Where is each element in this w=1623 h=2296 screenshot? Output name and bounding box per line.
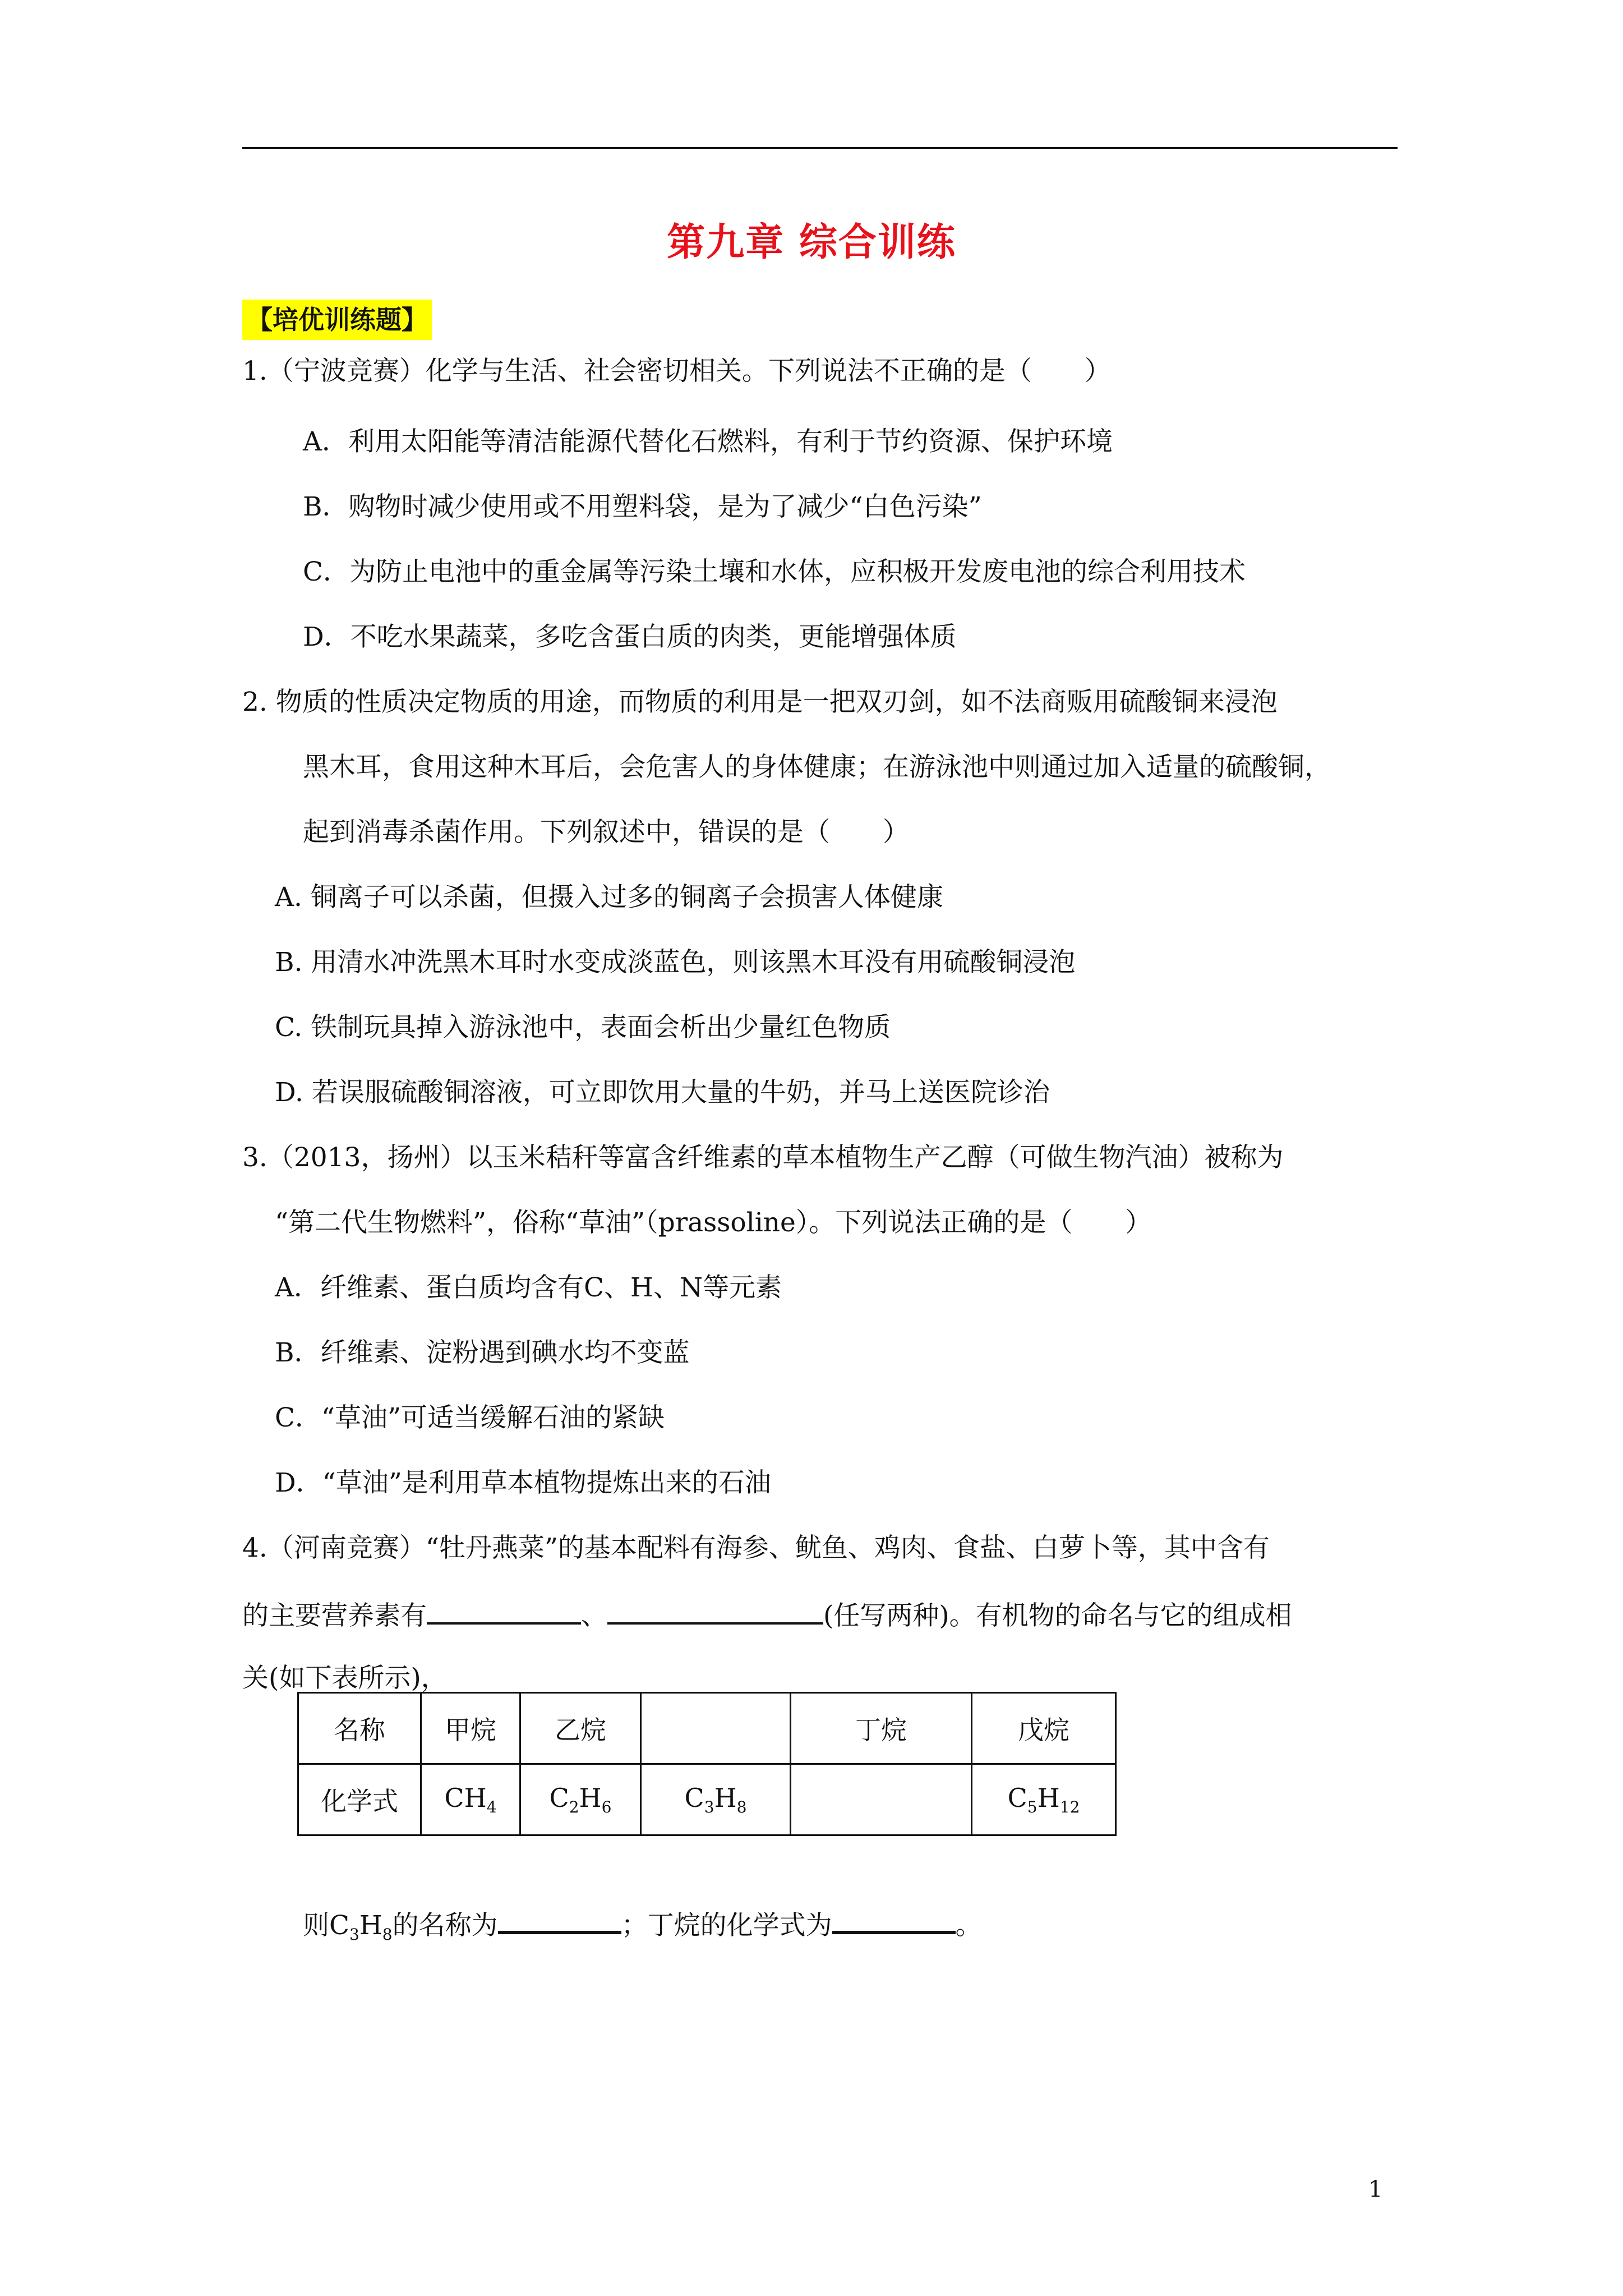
q4-stem-line2 [242, 1595, 1292, 1634]
q1-option-d: D．不吃水果蔬菜，多吃含蛋白质的肉类，更能增强体质 [303, 622, 957, 652]
nutrient-blank-2[interactable] [607, 1595, 823, 1625]
table-row [298, 1764, 1116, 1835]
formula-c5h12: $C_5H_{12}$ [972, 1764, 1116, 1835]
q1-option-a: A．利用太阳能等清洁能源代替化石燃料，有利于节约资源、保护环境 [303, 426, 1113, 457]
q3-option-a: A．纤维素、蛋白质均含有C、H、N等元素 [275, 1272, 782, 1303]
q1-option-b: B．购物时减少使用或不用塑料袋，是为了减少“白色污染” [303, 491, 982, 522]
table-cell-pentane: 戊烷 [972, 1693, 1116, 1764]
formula-ch4: $CH_4$ [421, 1764, 520, 1835]
q1-stem: 1.（宁波竞赛）化学与生活、社会密切相关。下列说法不正确的是（ ） [242, 356, 1111, 386]
table-row [298, 1693, 1116, 1764]
q3-stem-line2: “第二代生物燃料”，俗称“草油”（prassoline）。下列说法正确的是（ ） [275, 1207, 1152, 1238]
q2-option-d: D. 若误服硫酸铜溶液，可立即饮用大量的牛奶，并马上送医院诊治 [275, 1077, 1050, 1108]
table-cell-butane: 丁烷 [791, 1693, 972, 1764]
table-header-name: 名称 [298, 1693, 421, 1764]
q4-stem-suffix: (任写两种)。有机物的命名与它的组成相 [823, 1600, 1292, 1631]
q3-option-d: D．“草油”是利用草本植物提炼出来的石油 [275, 1467, 771, 1498]
q1-option-c: C．为防止电池中的重金属等污染土壤和水体，应积极开发废电池的综合利用技术 [303, 556, 1246, 587]
q4-tail: 则$C_3H_8$的名称为 ；丁烷的化学式为 。 [303, 1904, 982, 1953]
q2-stem-line3: 起到消毒杀菌作用。下列叙述中，错误的是（ ） [303, 817, 909, 848]
formula-butane-empty [791, 1764, 972, 1835]
q3-option-b: B．纤维素、淀粉遇到碘水均不变蓝 [275, 1337, 690, 1368]
q4-separator: 、 [581, 1600, 607, 1631]
q3-stem-line1: 3.（2013，扬州）以玉米秸秆等富含纤维素的草本植物生产乙醇（可做生物汽油）被称为 [242, 1142, 1284, 1173]
formula-c3h8: $C_3H_8$ [641, 1764, 791, 1835]
page-number: 1 [1368, 2177, 1383, 2202]
q2-stem-line2: 黑木耳，食用这种木耳后，会危害人的身体健康；在游泳池中则通过加入适量的硫酸铜， [303, 752, 1331, 783]
q3-option-c: C．“草油”可适当缓解石油的紧缺 [275, 1402, 665, 1433]
table-cell-methane: 甲烷 [421, 1693, 520, 1764]
nutrient-blank-1[interactable] [427, 1595, 581, 1625]
alkane-table [297, 1692, 1117, 1836]
header-rule [242, 147, 1398, 149]
butane-formula-blank[interactable] [832, 1904, 956, 1934]
q2-option-c: C. 铁制玩具掉入游泳池中，表面会析出少量红色物质 [275, 1012, 891, 1043]
formula-c2h6: $C_2H_6$ [520, 1764, 641, 1835]
q2-stem-line1: 2. 物质的性质决定物质的用途，而物质的利用是一把双刃剑，如不法商贩用硫酸铜来浸泡 [242, 687, 1278, 717]
table-header-formula: 化学式 [298, 1764, 421, 1835]
section-label: 【培优训练题】 [242, 300, 432, 340]
c3h8-name-blank[interactable] [498, 1904, 621, 1934]
table-cell-propane-name [641, 1693, 791, 1764]
table-cell-ethane: 乙烷 [520, 1693, 641, 1764]
q4-stem-line3: 关(如下表所示)， [242, 1663, 448, 1694]
q2-option-b: B. 用清水冲洗黑木耳时水变成淡蓝色，则该黑木耳没有用硫酸铜浸泡 [275, 947, 1076, 978]
q4-stem-prefix: 的主要营养素有 [242, 1600, 427, 1631]
q2-option-a: A. 铜离子可以杀菌，但摄入过多的铜离子会损害人体健康 [275, 882, 943, 913]
page-title: 第九章 综合训练 [667, 220, 956, 265]
q4-stem-line1: 4.（河南竞赛）“牡丹燕菜”的基本配料有海参、鱿鱼、鸡肉、食盐、白萝卜等，其中含有 [242, 1533, 1270, 1563]
